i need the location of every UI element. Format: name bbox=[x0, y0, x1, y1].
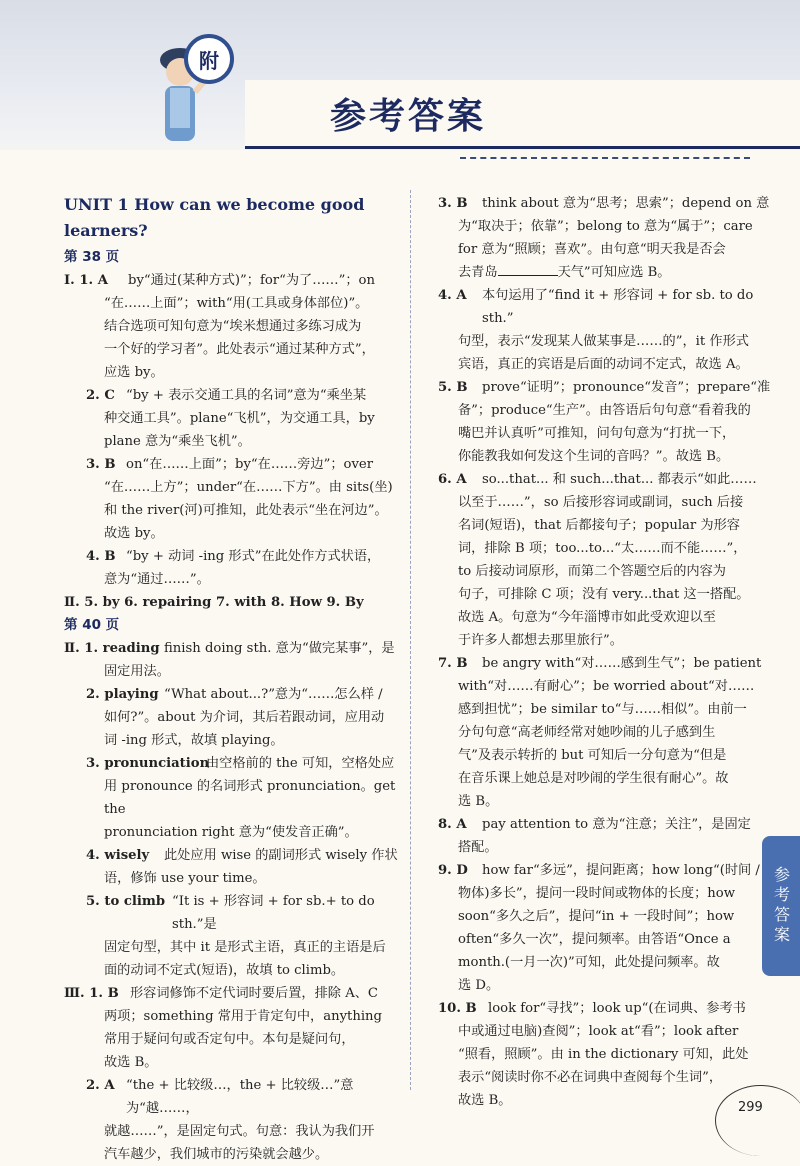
answer-line: 语，修饰 use your time。 bbox=[104, 871, 266, 886]
answer-line: 故选 B。 bbox=[104, 1055, 158, 1070]
answer-line: prove“证明”；pronounce“发音”；prepare“准 bbox=[482, 380, 771, 395]
answer-line: month.(一月一次)”可知，此处提问频率。故 bbox=[458, 955, 720, 970]
answer-item-3-5 bbox=[438, 376, 780, 399]
answer-line: “It is + 形容词 + for sb.+ to do sth.”是 bbox=[172, 894, 375, 932]
answer-line: finish doing sth. 意为“做完某事”，是 bbox=[164, 641, 395, 656]
answer-line: on“在……上面”；by“在……旁边”；over bbox=[126, 457, 374, 472]
page-title: 参考答案 bbox=[330, 96, 487, 137]
answer-line: 于许多人都想去那里旅行”。 bbox=[458, 633, 623, 648]
answer-number: 10. B bbox=[438, 1001, 477, 1016]
answer-number: 5. to climb bbox=[86, 894, 166, 909]
answer-line: 表示“阅读时你不必在词典中查阅每个生词”， bbox=[458, 1070, 723, 1085]
page-ref-40: 第 40 页 bbox=[64, 617, 120, 633]
page-ref-38: 第 38 页 bbox=[64, 249, 120, 265]
answer-number: 3. B bbox=[438, 196, 468, 211]
answer-number: 2. A bbox=[86, 1078, 115, 1093]
answer-line: 和 the river(河)可推知，此处表示“坐在河边”。 bbox=[104, 503, 388, 518]
answer-item-3-6 bbox=[438, 468, 780, 491]
answer-line: 种交通工具”。plane“飞机”，为交通工具，by bbox=[104, 411, 375, 426]
left-column bbox=[64, 192, 399, 1166]
side-tab-answers: 参考答案 bbox=[762, 836, 800, 976]
answer-line: by“通过(某种方式)”；for“为了……”；on bbox=[128, 273, 375, 288]
answer-item-3-1 bbox=[64, 982, 399, 1005]
answer-number: 3. B bbox=[86, 457, 116, 472]
answer-line: 感到担忧”；be similar to“与……相似”。由前一 bbox=[458, 702, 747, 717]
answer-number: 8. A bbox=[438, 817, 467, 832]
answer-line: pronunciation right 意为“使发音正确”。 bbox=[104, 825, 358, 840]
answer-line: 选 D。 bbox=[458, 978, 500, 993]
answer-line: think about 意为“思考；思索”；depend on 意 bbox=[482, 196, 770, 211]
column-divider bbox=[410, 190, 411, 1090]
answer-line: 中或通过电脑)查阅”；look at“看”；look after bbox=[458, 1024, 739, 1039]
answer-line: 固定句型，其中 it 是形式主语，真正的主语是后 bbox=[104, 940, 386, 955]
answer-line: look for“寻找”；look up“(在词典、参考书 bbox=[488, 1001, 746, 1016]
answer-item-2-4 bbox=[64, 844, 399, 867]
answer-item-3-8 bbox=[438, 813, 780, 836]
answer-line: 此处应用 wise 的副词形式 wisely 作状 bbox=[164, 848, 398, 863]
page-corner-arc bbox=[715, 1085, 800, 1156]
answer-line: 搭配。 bbox=[458, 840, 498, 855]
answer-item-1-2 bbox=[64, 384, 399, 407]
answer-line: “照看，照顾”。由 in the dictionary 可知，此处 bbox=[458, 1047, 749, 1062]
answer-line: often“多久一次”，提问频率。由答语“Once a bbox=[458, 932, 731, 947]
answer-line: with“对……有耐心”；be worried about“对…… bbox=[458, 679, 755, 694]
answer-line: 由空格前的 the 可知，空格处应 bbox=[206, 756, 395, 771]
answer-item-2-1 bbox=[64, 637, 399, 660]
answer-line: 词，排除 B 项；too...to...“太……而不能……”， bbox=[458, 541, 747, 556]
answer-line: 句子，可排除 C 项；没有 very...that 这一搭配。 bbox=[458, 587, 750, 602]
answer-line: “by + 表示交通工具的名词”意为“乘坐某 bbox=[126, 388, 367, 403]
answer-line: 一个好的学习者”。此处表示“通过某种方式”， bbox=[104, 342, 375, 357]
answer-line: 结合选项可知句意为“埃米想通过多练习成为 bbox=[104, 319, 362, 334]
answer-line: so...that... 和 such...that... 都表示“如此…… bbox=[482, 472, 757, 487]
answer-line: 去青岛 天气”可知应选 B。 bbox=[458, 265, 671, 280]
answer-line: 形容词修饰不定代词时要后置，排除 A、C bbox=[130, 986, 378, 1001]
answer-line: 意为“通过……”。 bbox=[104, 572, 210, 587]
answer-line: 你能教我如何发这个生词的音吗？”。故选 B。 bbox=[458, 449, 730, 464]
answer-line: 常用于疑问句或否定句中。本句是疑问句， bbox=[104, 1032, 355, 1047]
answer-line: 两项；something 常用于肯定句中，anything bbox=[104, 1009, 382, 1024]
answer-line: “在……上面”；with“用(工具或身体部位)”。 bbox=[104, 296, 369, 311]
answer-line: pay attention to 意为“注意；关注”，是固定 bbox=[482, 817, 751, 832]
answer-number: 5. B bbox=[438, 380, 468, 395]
answer-line: 物体)多长”，提问一段时间或物体的长度；how bbox=[458, 886, 735, 901]
answer-line: 本句运用了“find it + 形容词 + for sb. to do sth.” bbox=[482, 288, 754, 326]
answer-number: Ⅰ. 1. A bbox=[64, 273, 108, 288]
answer-line: “What about...?”意为“……怎么样 / bbox=[164, 687, 383, 702]
answer-line: 在音乐课上她总是对吵闹的学生很有耐心”。故 bbox=[458, 771, 729, 786]
answer-line: 汽车越少，我们城市的污染就会越少。 bbox=[104, 1147, 329, 1162]
answer-item-1-3 bbox=[64, 453, 399, 476]
answer-number: 4. A bbox=[438, 288, 467, 303]
appendix-badge: 附 bbox=[184, 34, 234, 84]
answer-number: 4. B bbox=[86, 549, 116, 564]
answer-line: 词 -ing 形式，故填 playing。 bbox=[104, 733, 284, 748]
right-column bbox=[438, 192, 780, 1112]
title-dashed-divider bbox=[460, 157, 750, 159]
answer-number: 4. wisely bbox=[86, 848, 150, 863]
answer-line: 嘴巴并认真听”可推知，问句句意为“打扰一下， bbox=[458, 426, 736, 441]
answer-number: Ⅲ. 1. B bbox=[64, 986, 119, 1001]
answer-number: 3. pronunciation bbox=[86, 756, 210, 771]
answer-item-2-5 bbox=[64, 890, 399, 936]
answer-item-3-7 bbox=[438, 652, 780, 675]
answer-number: 7. B bbox=[438, 656, 468, 671]
answer-line: be angry with“对……感到生气”；be patient bbox=[482, 656, 762, 671]
answer-line: “在……上方”；under“在……下方”。由 sits(坐) bbox=[104, 480, 393, 495]
answer-line: 故选 B。 bbox=[458, 1093, 512, 1108]
answer-line: soon“多久之后”，提问“in + 一段时间”；how bbox=[458, 909, 735, 924]
answer-line: 以至于……”，so 后接形容词或副词，such 后接 bbox=[458, 495, 744, 510]
answer-line: 就越……”，是固定句式。句意：我认为我们开 bbox=[104, 1124, 375, 1139]
answer-item-1-1 bbox=[64, 269, 399, 292]
answer-line: 固定用法。 bbox=[104, 664, 170, 679]
title-bar bbox=[245, 80, 800, 149]
answer-line: 选 B。 bbox=[458, 794, 499, 809]
answer-item-3-4 bbox=[438, 284, 780, 330]
answer-line: 故选 by。 bbox=[104, 526, 164, 541]
fill-blank bbox=[498, 263, 558, 276]
answer-item-3-3 bbox=[438, 192, 780, 215]
answer-line: “the + 比较级…，the + 比较级…”意为“越……， bbox=[126, 1078, 354, 1116]
answer-item-1-4 bbox=[64, 545, 399, 568]
answer-line: 名词(短语)，that 后都接句子；popular 为形容 bbox=[458, 518, 740, 533]
answer-item-2-3 bbox=[64, 752, 399, 775]
page-number: 299 bbox=[738, 1100, 763, 1115]
answer-item-3-9 bbox=[438, 859, 780, 882]
answer-line: to 后接动词原形，而第二个答题空后的内容为 bbox=[458, 564, 726, 579]
section-2-answers: Ⅱ. 5. by 6. repairing 7. with 8. How 9. By bbox=[64, 595, 364, 610]
answer-line: 应选 by。 bbox=[104, 365, 164, 380]
unit-title: UNIT 1 How can we become good learners? bbox=[64, 195, 365, 240]
answer-line: 句型，表示“发现某人做某事是……的”，it 作形式 bbox=[458, 334, 749, 349]
answer-line: how far“多远”，提问距离；how long“(时间 / bbox=[482, 863, 760, 878]
answer-item-3-2 bbox=[64, 1074, 399, 1120]
answer-line: 故选 A。句意为“今年淄博市如此受欢迎以至 bbox=[458, 610, 716, 625]
answer-item-2-2 bbox=[64, 683, 399, 706]
answer-line: for 意为“照顾；喜欢”。由句意“明天我是否会 bbox=[458, 242, 726, 257]
answer-item-3-10 bbox=[438, 997, 780, 1020]
answer-line: 备”；produce“生产”。由答语后句句意“看着我的 bbox=[458, 403, 751, 418]
answer-line: 如何?”。about 为介词，其后若跟动词，应用动 bbox=[104, 710, 385, 725]
answer-line: 分句句意“高老师经常对她吵闹的儿子感到生 bbox=[458, 725, 716, 740]
answer-line: 面的动词不定式(短语)，故填 to climb。 bbox=[104, 963, 345, 978]
answer-number: Ⅱ. 1. reading bbox=[64, 641, 160, 656]
answer-number: 2. playing bbox=[86, 687, 159, 702]
answer-line: 为“取决于；依靠”；belong to 意为“属于”；care bbox=[458, 219, 753, 234]
answer-line: 气”及表示转折的 but 可知后一分句意为“但是 bbox=[458, 748, 727, 763]
answer-number: 6. A bbox=[438, 472, 467, 487]
answer-line: 宾语，真正的宾语是后面的动词不定式，故选 A。 bbox=[458, 357, 749, 372]
answer-line: “by + 动词 -ing 形式”在此处作方式状语， bbox=[126, 549, 381, 564]
answer-number: 2. C bbox=[86, 388, 115, 403]
answer-line: 用 pronounce 的名词形式 pronunciation。get the bbox=[104, 779, 396, 817]
answer-number: 9. D bbox=[438, 863, 468, 878]
answer-line: plane 意为“乘坐飞机”。 bbox=[104, 434, 251, 449]
